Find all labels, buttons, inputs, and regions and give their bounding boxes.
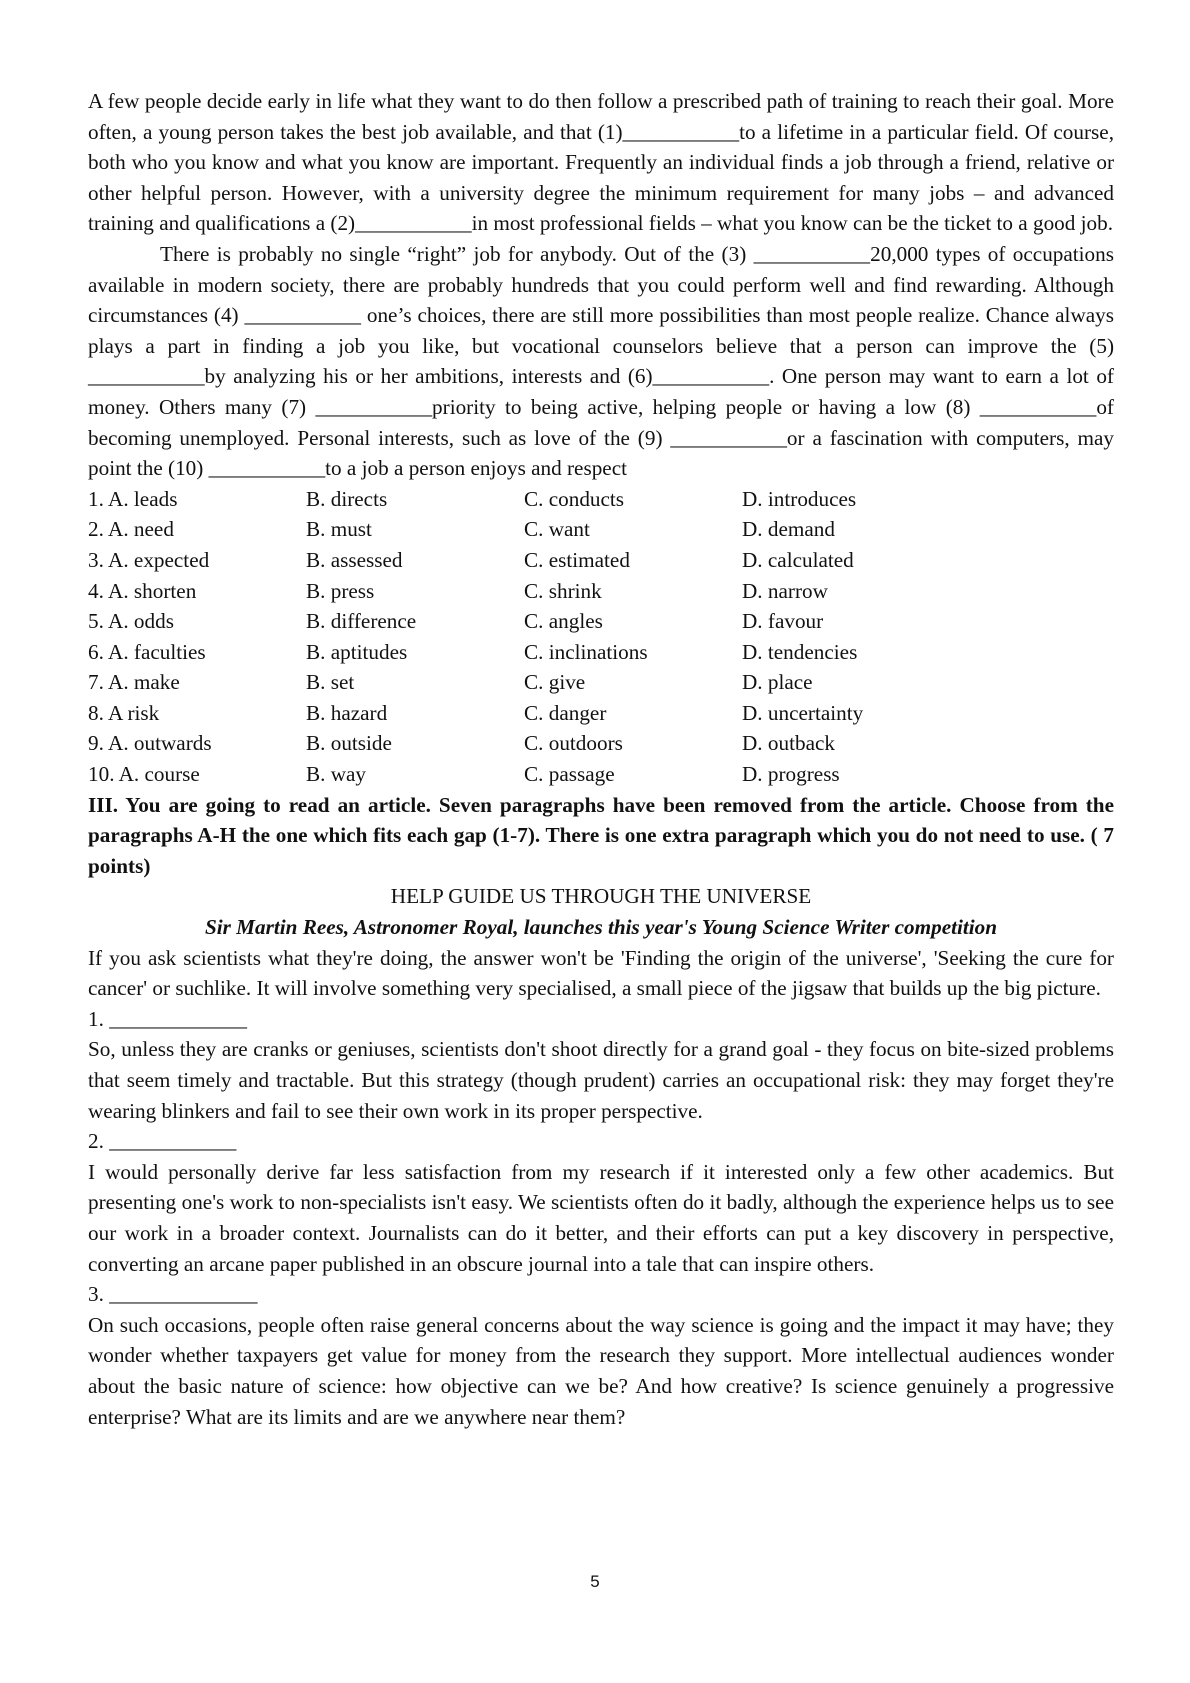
option-d: D. place bbox=[742, 670, 813, 695]
option-a: 5. A. odds bbox=[88, 609, 174, 634]
option-b: B. hazard bbox=[306, 700, 388, 725]
option-c: C. angles bbox=[524, 609, 603, 634]
option-d: D. calculated bbox=[742, 547, 854, 572]
option-d: D. favour bbox=[742, 609, 824, 634]
option-b: B. must bbox=[306, 517, 372, 542]
option-c: C. shrink bbox=[524, 578, 602, 603]
option-row bbox=[88, 514, 1114, 545]
option-d: D. uncertainty bbox=[742, 700, 864, 725]
option-row bbox=[88, 728, 1114, 759]
option-c: C. conducts bbox=[524, 486, 625, 511]
option-row bbox=[88, 667, 1114, 698]
option-c: C. danger bbox=[524, 700, 607, 725]
passage-paragraph-2: There is probably no single “right” job for anybody. Out of the (3) ___________20,000 types of occupations available in modern society, there are probably hundreds that you could perform well and find rewarding. Although circumstances (4) ___________ one’s choices, there are still more possibilities than most people realize. Chance always plays a part in finding a job you like, but vocational counselors believe that a person can improve the (5) ___________by analyzing his or her ambitions, interests and (6)___________. One person may want to earn a lot of money. Others many (7) ___________priority to being active, helping people or having a low (8) ___________of becoming unemployed. Personal interests, such as love of the (9) ___________or a fascination with computers, may point the (10) ___________to a job a person enjoys and respect bbox=[88, 241, 1114, 481]
article-intro: If you ask scientists what they're doing, the answer won't be 'Finding the origin of the universe', 'Seeking the cure for cancer' or suchlike. It will involve something very specialised, a small piece of the jigsaw that builds up the big picture. bbox=[88, 945, 1114, 1001]
article-paragraph: On such occasions, people often raise general concerns about the way science is going and the impact it may have; they wonder whether taxpayers get value for money from the research they support. More intellectual audiences wonder about the basic nature of science: how objective can we be? And how creative? Is science genuinely a progressive enterprise? What are its limits and are we anywhere near them? bbox=[88, 1312, 1114, 1429]
option-d: D. tendencies bbox=[742, 639, 858, 664]
option-c: C. estimated bbox=[524, 547, 630, 572]
article-paragraph: I would personally derive far less satisfaction from my research if it interested only a few other academics. But presenting one's work to non-specialists isn't easy. We scientists often do it badly, although the experience helps us to see our work in a broader context. Journalists can do it better, and their efforts can put a key discovery in perspective, converting an arcane paper published in an obscure journal into a tale that can inspire others. bbox=[88, 1159, 1114, 1276]
option-a: 4. A. shorten bbox=[88, 578, 197, 603]
option-a: 1. A. leads bbox=[88, 486, 178, 511]
section-instruction: III. You are going to read an article. Seven paragraphs have been removed from the article. Choose from the paragraphs A-H the one which fits each gap (1-7). There is one extra paragraph which you do not need to use. ( 7 points) bbox=[88, 792, 1114, 878]
gap-1: 1. _____________ bbox=[88, 1006, 247, 1031]
option-b: B. outside bbox=[306, 731, 392, 756]
option-a: 9. A. outwards bbox=[88, 731, 212, 756]
option-row bbox=[88, 759, 1114, 790]
option-d: D. narrow bbox=[742, 578, 828, 603]
options-list bbox=[88, 484, 1114, 790]
option-row bbox=[88, 637, 1114, 668]
option-b: B. directs bbox=[306, 486, 388, 511]
option-row bbox=[88, 606, 1114, 637]
option-b: B. press bbox=[306, 578, 375, 603]
option-row bbox=[88, 698, 1114, 729]
option-row bbox=[88, 545, 1114, 576]
option-d: D. demand bbox=[742, 517, 835, 542]
option-a: 7. A. make bbox=[88, 670, 180, 695]
option-a: 8. A risk bbox=[88, 700, 160, 725]
option-b: B. aptitudes bbox=[306, 639, 408, 664]
gap-2: 2. ____________ bbox=[88, 1129, 237, 1154]
option-c: C. outdoors bbox=[524, 731, 623, 756]
option-d: D. progress bbox=[742, 762, 840, 787]
option-b: B. way bbox=[306, 762, 367, 787]
option-row bbox=[88, 576, 1114, 607]
gap-3: 3. ______________ bbox=[88, 1282, 258, 1307]
option-b: B. assessed bbox=[306, 547, 403, 572]
option-c: C. give bbox=[524, 670, 586, 695]
option-a: 10. A. course bbox=[88, 762, 200, 787]
option-d: D. introduces bbox=[742, 486, 857, 511]
option-a: 2. A. need bbox=[88, 517, 174, 542]
option-b: B. difference bbox=[306, 609, 417, 634]
option-c: C. inclinations bbox=[524, 639, 648, 664]
page-number: 5 bbox=[590, 1572, 600, 1591]
article-subtitle: Sir Martin Rees, Astronomer Royal, launches this year's Young Science Writer competition bbox=[204, 915, 998, 940]
article-paragraph: So, unless they are cranks or geniuses, scientists don't shoot directly for a grand goal - they focus on bite-sized problems that seem timely and tractable. But this strategy (though prudent) carries an occupational risk: they may forget they're wearing blinkers and fail to see their own work in its proper perspective. bbox=[88, 1037, 1114, 1123]
passage-paragraph-1: A few people decide early in life what they want to do then follow a prescribed path of training to reach their goal. More often, a young person takes the best job available, and that (1)___________to a lifetime in a particular field. Of course, both who you know and what you know are important. Frequently an individual finds a job through a friend, relative or other helpful person. However, with a university degree the minimum requirement for many jobs – and advanced training and qualifications a (2)___________in most professional fields – what you know can be the ticket to a good job. bbox=[88, 89, 1114, 236]
option-c: C. passage bbox=[524, 762, 615, 787]
option-c: C. want bbox=[524, 517, 590, 542]
option-a: 3. A. expected bbox=[88, 547, 210, 572]
option-b: B. set bbox=[306, 670, 355, 695]
option-a: 6. A. faculties bbox=[88, 639, 206, 664]
option-d: D. outback bbox=[742, 731, 835, 756]
option-row bbox=[88, 484, 1114, 515]
article-title: HELP GUIDE US THROUGH THE UNIVERSE bbox=[390, 884, 812, 909]
document-page bbox=[88, 86, 1114, 1432]
